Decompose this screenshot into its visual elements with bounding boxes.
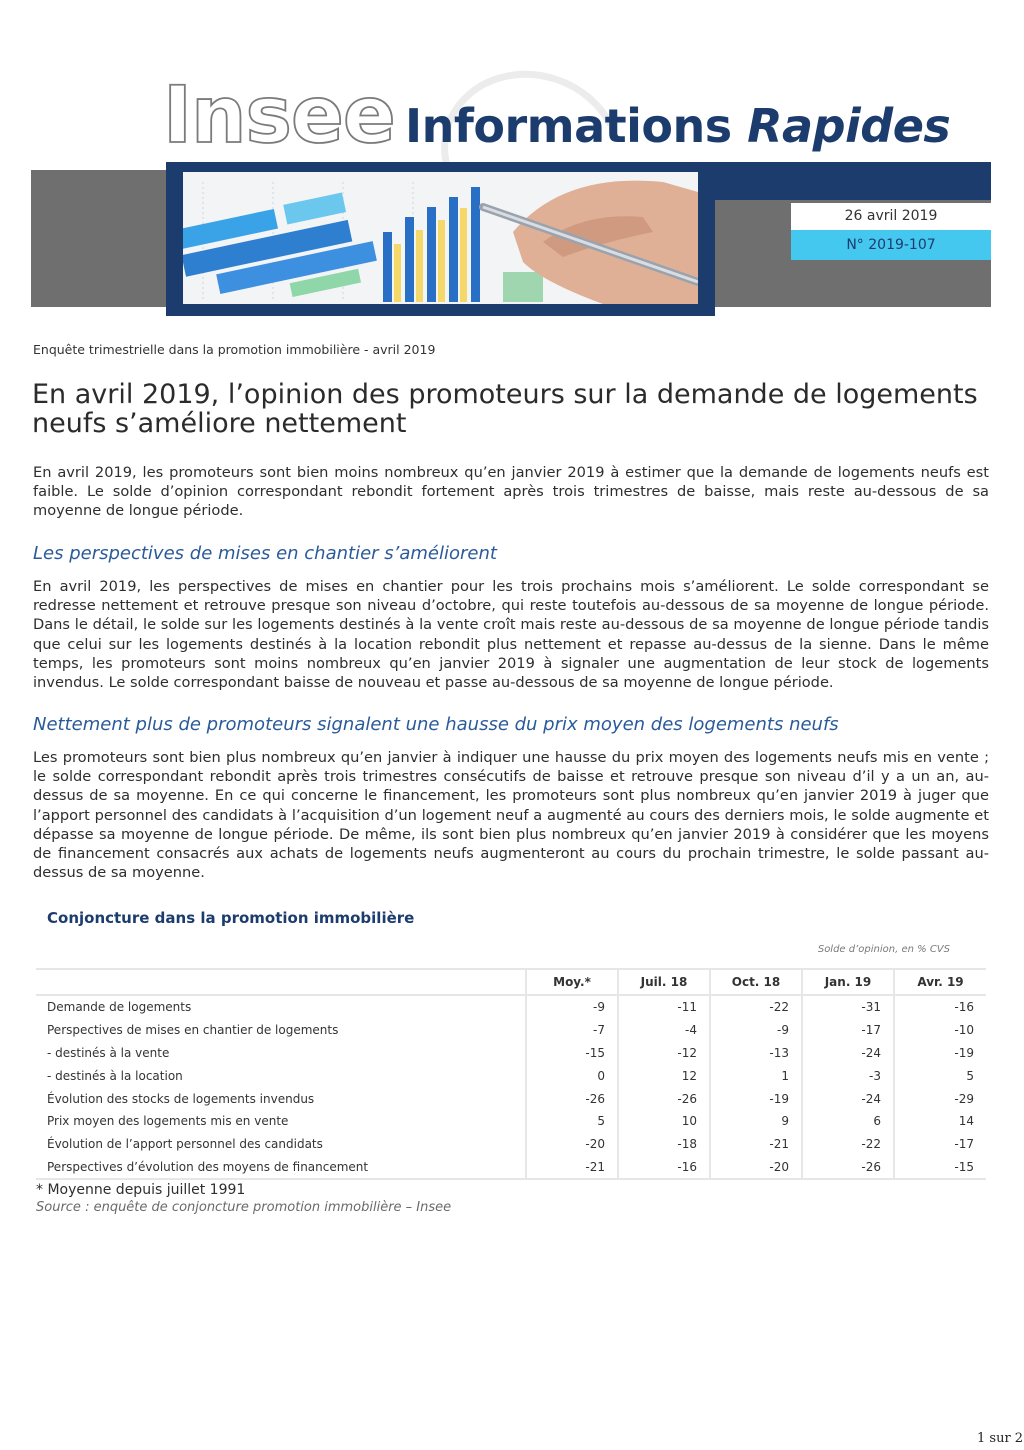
cell-value: -9 bbox=[710, 1019, 802, 1042]
page-title: En avril 2019, l’opinion des promoteurs sur la demande de logements neufs s’améliore nettement bbox=[32, 379, 978, 439]
cell-value: -11 bbox=[618, 995, 710, 1019]
table-row bbox=[36, 995, 986, 1019]
cell-value: -26 bbox=[526, 1087, 618, 1110]
cell-value: 5 bbox=[526, 1110, 618, 1133]
header-juil18: Juil. 18 bbox=[618, 969, 710, 995]
cell-value: 12 bbox=[618, 1064, 710, 1087]
table-row bbox=[36, 1133, 986, 1156]
page-indicator: 1 sur 2 bbox=[977, 1431, 1024, 1446]
cell-value: -20 bbox=[526, 1133, 618, 1156]
publication-title bbox=[405, 96, 950, 156]
cell-value: -16 bbox=[618, 1156, 710, 1180]
header-chart-photo bbox=[183, 172, 698, 304]
header-oct18: Oct. 18 bbox=[710, 969, 802, 995]
table-row bbox=[36, 1019, 986, 1042]
cell-value: -9 bbox=[526, 995, 618, 1019]
cell-value: -13 bbox=[710, 1042, 802, 1065]
table-row bbox=[36, 1110, 986, 1133]
cell-value: -22 bbox=[802, 1133, 894, 1156]
cell-value: 10 bbox=[618, 1110, 710, 1133]
cell-value: -22 bbox=[710, 995, 802, 1019]
table-row bbox=[36, 1042, 986, 1065]
header-label bbox=[36, 969, 526, 995]
table-footnote: * Moyenne depuis juillet 1991 bbox=[36, 1182, 246, 1198]
cell-value: -17 bbox=[894, 1133, 986, 1156]
intro-paragraph: En avril 2019, les promoteurs sont bien moins nombreux qu’en janvier 2019 à estimer que la demande de logements neufs est faible. Le solde d’opinion correspondant rebondit fortement après trois trimestres de baisse, mais reste au-dessous de sa moyenne de longue période. bbox=[33, 464, 989, 520]
cell-value: -31 bbox=[802, 995, 894, 1019]
cell-value: 9 bbox=[710, 1110, 802, 1133]
section-heading-prix: Nettement plus de promoteurs signalent une hausse du prix moyen des logements neufs bbox=[33, 714, 839, 735]
cell-value: -26 bbox=[618, 1087, 710, 1110]
row-label: Évolution des stocks de logements invendus bbox=[47, 1091, 315, 1106]
cell-value: -24 bbox=[802, 1042, 894, 1065]
section2-paragraph: Les promoteurs sont bien plus nombreux qu’en janvier à indiquer une hausse du prix moyen des logements neufs mis en vente ; le solde correspondant rebondit après trois trimestres consécutifs de baisse et retrouve presque son niveau d’il y a un an, au-dessus de sa moyenne. En ce qui concerne le financement, les promoteurs sont plus nombreux qu’en janvier 2019 à juger que l’apport personnel des candidats à l’acquisition d’un logement neuf a augmenté au cours des derniers mois, le solde augmente et dépasse sa moyenne de longue période. De même, ils sont bien plus nombreux qu’en janvier 2019 à considérer que les moyens de financement consacrés aux achats de logements neufs augmenteront au cours du prochain trimestre, le solde passant au-dessus de sa moyenne. bbox=[33, 749, 989, 882]
table-unit: Solde d’opinion, en % CVS bbox=[817, 944, 950, 955]
cell-value: -15 bbox=[894, 1156, 986, 1180]
cell-value: -21 bbox=[526, 1156, 618, 1180]
cell-value: -18 bbox=[618, 1133, 710, 1156]
row-label: Demande de logements bbox=[47, 1000, 192, 1015]
insee-logo: Insee bbox=[163, 71, 395, 161]
table-header-row bbox=[36, 969, 986, 995]
table-row bbox=[36, 1064, 986, 1087]
conjoncture-table bbox=[36, 968, 986, 1180]
cell-value: -19 bbox=[894, 1042, 986, 1065]
cell-value: -29 bbox=[894, 1087, 986, 1110]
table-title: Conjoncture dans la promotion immobilière bbox=[47, 909, 415, 927]
cell-value: -24 bbox=[802, 1087, 894, 1110]
title-informations: Informations bbox=[405, 99, 732, 153]
cell-value: -15 bbox=[526, 1042, 618, 1065]
table-row bbox=[36, 1087, 986, 1110]
cell-value: 5 bbox=[894, 1064, 986, 1087]
cell-value: -10 bbox=[894, 1019, 986, 1042]
cell-value: 6 bbox=[802, 1110, 894, 1133]
row-label: - destinés à la vente bbox=[47, 1045, 170, 1060]
cell-value: 14 bbox=[894, 1110, 986, 1133]
cell-value: -17 bbox=[802, 1019, 894, 1042]
publication-date: 26 avril 2019 bbox=[791, 203, 991, 230]
survey-label: Enquête trimestrielle dans la promotion immobilière - avril 2019 bbox=[33, 342, 436, 357]
cell-value: -19 bbox=[710, 1087, 802, 1110]
cell-value: -16 bbox=[894, 995, 986, 1019]
table-source: Source : enquête de conjoncture promotion immobilière – Insee bbox=[36, 1200, 452, 1215]
row-label: Perspectives d’évolution des moyens de financement bbox=[36, 1156, 526, 1180]
title-rapides: Rapides bbox=[747, 99, 951, 153]
cell-value: -3 bbox=[802, 1064, 894, 1087]
cell-value: 1 bbox=[710, 1064, 802, 1087]
section-heading-mises-en-chantier: Les perspectives de mises en chantier s’améliorent bbox=[33, 543, 497, 564]
cell-value: 0 bbox=[526, 1064, 618, 1087]
cell-value: -12 bbox=[618, 1042, 710, 1065]
cell-value: -21 bbox=[710, 1133, 802, 1156]
table-row bbox=[36, 1156, 986, 1180]
cell-value: -7 bbox=[526, 1019, 618, 1042]
header-avr19: Avr. 19 bbox=[894, 969, 986, 995]
row-label: Perspectives de mises en chantier de logements bbox=[47, 1023, 339, 1038]
row-label: Évolution de l’apport personnel des candidats bbox=[47, 1137, 323, 1152]
cell-value: -26 bbox=[802, 1156, 894, 1180]
cell-value: -20 bbox=[710, 1156, 802, 1180]
section1-paragraph: En avril 2019, les perspectives de mises en chantier pour les trois prochains mois s’améliorent. Le solde correspondant se redresse nettement et retrouve presque son niveau d’octobre, qui reste toutefois au-dessous de sa moyenne de longue période. Dans le détail, le solde sur les logements destinés à la vente croît mais reste au-dessous de sa moyenne de longue période tandis que celui sur les logements destinés à la location rebondit plus nettement et repasse au-dessus de la sienne. Dans le même temps, les promoteurs sont moins nombreux qu’en janvier 2019 à signaler une augmentation de leur stock de logements invendus. Le solde correspondant baisse de nouveau et passe au-dessous de sa moyenne de longue période. bbox=[33, 578, 989, 692]
row-label: - destinés à la location bbox=[47, 1068, 183, 1083]
header-moy: Moy.* bbox=[526, 969, 618, 995]
header-jan19: Jan. 19 bbox=[802, 969, 894, 995]
cell-value: -4 bbox=[618, 1019, 710, 1042]
row-label: Prix moyen des logements mis en vente bbox=[47, 1114, 289, 1129]
publication-number: N° 2019-107 bbox=[791, 230, 991, 260]
